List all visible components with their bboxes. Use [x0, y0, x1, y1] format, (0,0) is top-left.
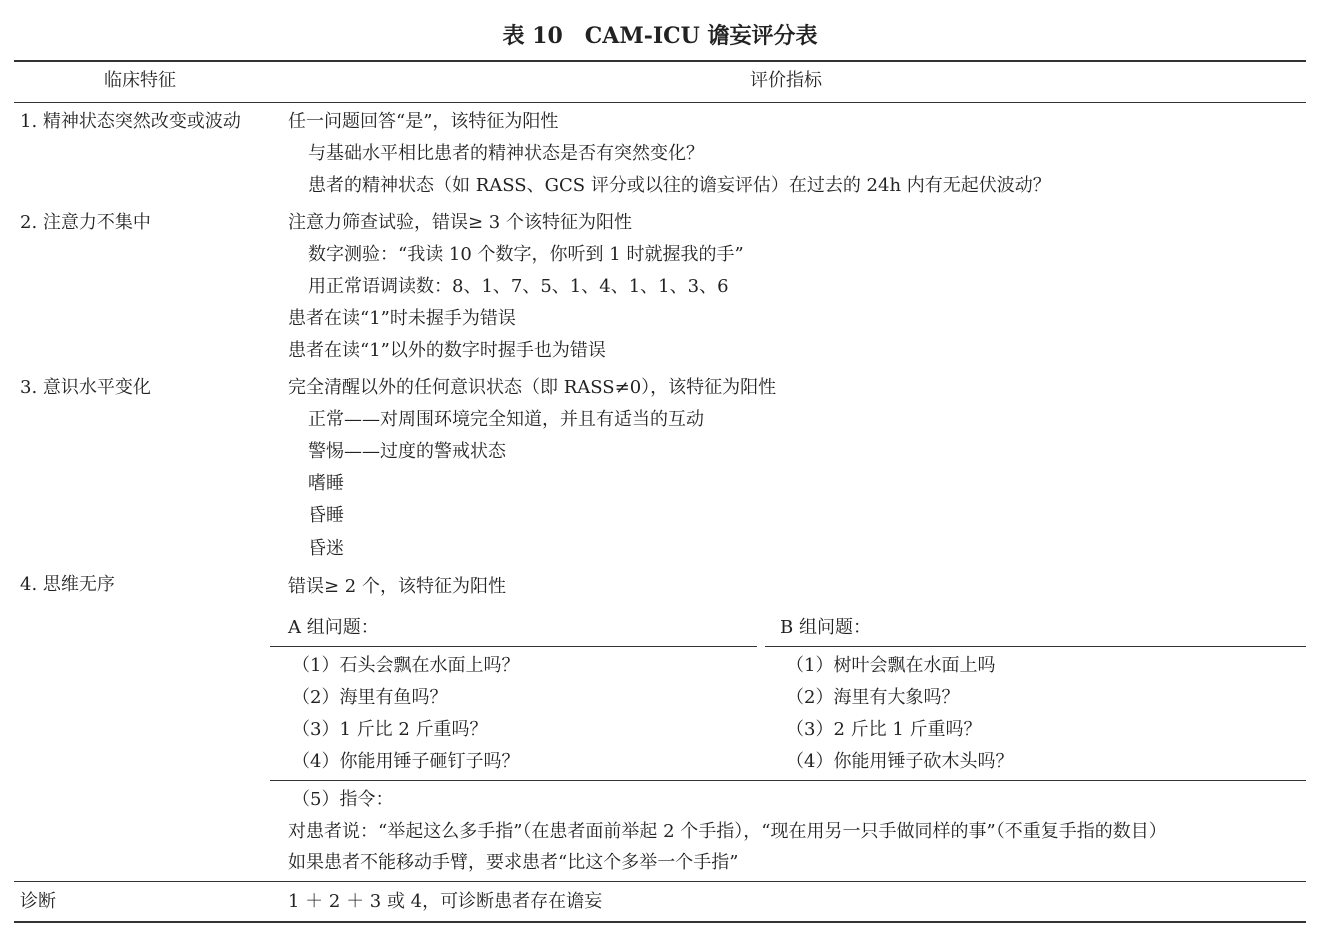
group-b-question: （4）你能用锤子砍木头吗？: [786, 751, 1014, 772]
group-a-question: （1）石头会飘在水面上吗？: [292, 655, 520, 676]
feature-3-line: 嗜睡: [308, 473, 344, 494]
diagnosis-top-rule: [14, 881, 1306, 882]
feature-2-label: 2. 注意力不集中: [20, 212, 151, 233]
group-b-rule: [765, 646, 1306, 647]
feature-4-label: 4. 思维无序: [20, 574, 115, 595]
group-a-heading: A 组问题：: [288, 617, 379, 638]
diagnosis-label: 诊断: [20, 891, 56, 912]
bottom-rule: [14, 921, 1306, 923]
feature-3-line: 完全清醒以外的任何意识状态（即 RASS≠0），该特征为阳性: [288, 377, 777, 398]
group-a-question: （2）海里有鱼吗？: [292, 687, 448, 708]
table-title: 表 10 CAM-ICU 谵妄评分表: [502, 23, 818, 49]
group-a-question: （3）1 斤比 2 斤重吗？: [292, 719, 488, 740]
command-line: 如果患者不能移动手臂，要求患者“比这个多举一个手指”: [288, 852, 739, 873]
header-clinical-features: 临床特征: [104, 70, 176, 91]
feature-2-line: 患者在读“1”时未握手为错误: [288, 308, 516, 329]
feature-3-line: 警惕——过度的警戒状态: [308, 441, 506, 462]
feature-1-line: 任一问题回答“是”，该特征为阳性: [288, 111, 559, 132]
header-evaluation-criteria: 评价指标: [750, 70, 822, 91]
top-rule: [14, 60, 1306, 62]
command-line: 对患者说：“举起这么多手指”（在患者面前举起 2 个手指），“现在用另一只手做同样的事”（不重复手指的数目）: [288, 821, 1167, 842]
feature-3-line: 昏睡: [308, 505, 344, 526]
feature-2-line: 患者在读“1”以外的数字时握手也为错误: [288, 340, 606, 361]
header-rule: [14, 102, 1306, 103]
feature-1-label: 1. 精神状态突然改变或波动: [20, 111, 241, 132]
feature-3-line: 昏迷: [308, 538, 344, 559]
command-heading: （5）指令：: [292, 789, 394, 810]
feature-3-line: 正常——对周围环境完全知道，并且有适当的互动: [308, 409, 704, 430]
feature-1-line: 与基础水平相比患者的精神状态是否有突然变化？: [308, 143, 704, 164]
group-b-question: （3）2 斤比 1 斤重吗？: [786, 719, 982, 740]
diagnosis-text: 1 ＋ 2 ＋ 3 或 4，可诊断患者存在谵妄: [288, 891, 603, 912]
feature-4-intro: 错误≥ 2 个，该特征为阳性: [288, 576, 506, 597]
questions-bottom-rule: [270, 780, 1306, 781]
feature-2-line: 数字测验：“我读 10 个数字，你听到 1 时就握我的手”: [308, 244, 744, 265]
feature-2-line: 用正常语调读数：8、1、7、5、1、4、1、1、3、6: [308, 276, 729, 297]
group-b-heading: B 组问题：: [780, 617, 871, 638]
group-a-question: （4）你能用锤子砸钉子吗？: [292, 751, 520, 772]
group-a-rule: [270, 646, 757, 647]
feature-2-line: 注意力筛查试验，错误≥ 3 个该特征为阳性: [288, 212, 632, 233]
feature-3-label: 3. 意识水平变化: [20, 377, 151, 398]
group-b-question: （2）海里有大象吗？: [786, 687, 960, 708]
feature-1-line: 患者的精神状态（如 RASS、GCS 评分或以往的谵妄评估）在过去的 24h 内有无起伏波动？: [308, 175, 1051, 196]
group-b-question: （1）树叶会飘在水面上吗: [786, 655, 996, 676]
